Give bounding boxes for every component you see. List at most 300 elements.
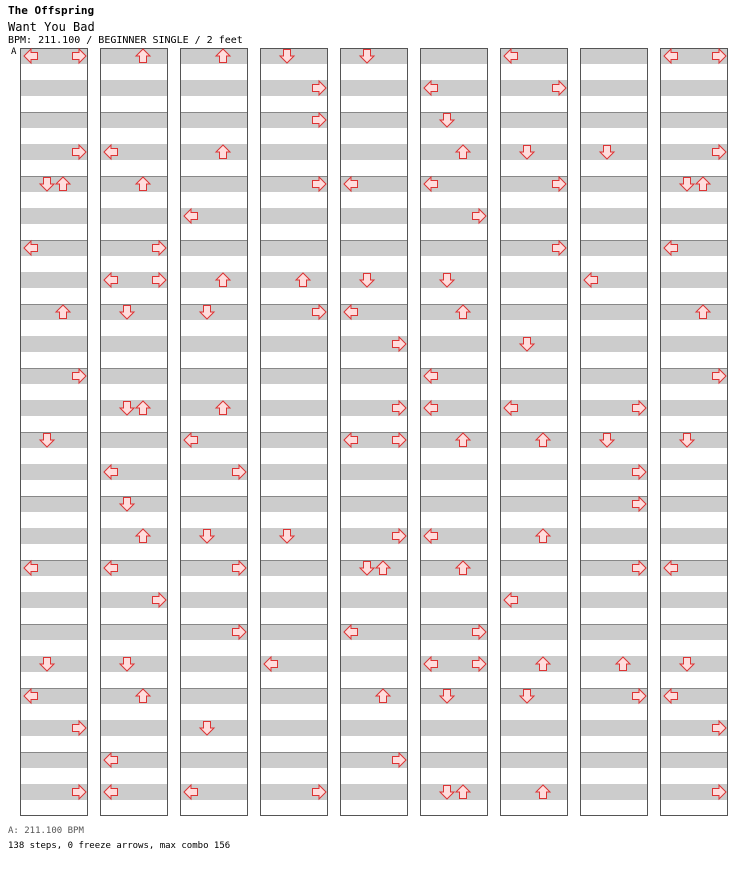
- column-border: [581, 49, 648, 816]
- beat-stripe: [580, 336, 648, 352]
- beat-stripe: [20, 592, 88, 608]
- beat-stripe: [500, 288, 568, 304]
- beat-stripe: [500, 704, 568, 720]
- up-arrow-icon: [456, 145, 470, 159]
- beat-stripe: [260, 576, 328, 592]
- beat-stripe: [660, 192, 728, 208]
- beat-stripe: [100, 448, 168, 464]
- beat-stripe: [500, 128, 568, 144]
- beat-stripe: [20, 704, 88, 720]
- beat-stripe: [420, 432, 488, 448]
- beat-stripe: [580, 448, 648, 464]
- beat-stripe: [20, 752, 88, 768]
- beat-stripe: [100, 64, 168, 80]
- beat-stripe: [420, 704, 488, 720]
- beat-stripe: [180, 240, 248, 256]
- beat-stripe: [420, 480, 488, 496]
- beat-stripe: [580, 192, 648, 208]
- down-arrow-icon: [40, 178, 54, 192]
- beat-stripe: [500, 624, 568, 640]
- right-arrow-icon: [393, 401, 407, 415]
- chart-column: [20, 48, 88, 816]
- beat-stripe: [100, 304, 168, 320]
- beat-stripe: [420, 272, 488, 288]
- beat-stripe: [660, 576, 728, 592]
- chart-column: [340, 48, 408, 816]
- beat-stripe: [340, 592, 408, 608]
- beat-stripe: [500, 256, 568, 272]
- beat-stripe: [100, 752, 168, 768]
- beat-stripe: [20, 256, 88, 272]
- beat-stripe: [420, 288, 488, 304]
- beat-stripe: [500, 240, 568, 256]
- beat-stripe: [420, 768, 488, 784]
- beat-stripe: [180, 80, 248, 96]
- beat-stripe: [260, 256, 328, 272]
- up-arrow-icon: [216, 273, 230, 287]
- beat-stripe: [420, 800, 488, 816]
- beat-stripe: [420, 400, 488, 416]
- chart-column: [100, 48, 168, 816]
- beat-stripe: [420, 512, 488, 528]
- beat-stripe: [660, 448, 728, 464]
- right-arrow-icon: [633, 689, 647, 703]
- beat-stripe: [580, 432, 648, 448]
- beat-stripe: [580, 368, 648, 384]
- left-arrow-icon: [424, 177, 438, 191]
- beat-stripe: [420, 192, 488, 208]
- beat-stripe: [260, 400, 328, 416]
- right-arrow-icon: [553, 177, 567, 191]
- beat-stripe: [260, 64, 328, 80]
- left-arrow-icon: [584, 273, 598, 287]
- up-arrow-icon: [216, 49, 230, 63]
- up-arrow-icon: [376, 689, 390, 703]
- beat-stripe: [20, 720, 88, 736]
- left-arrow-icon: [344, 305, 358, 319]
- right-arrow-icon: [633, 561, 647, 575]
- beat-stripe: [180, 432, 248, 448]
- up-arrow-icon: [216, 401, 230, 415]
- beat-stripe: [20, 464, 88, 480]
- beat-stripe: [500, 320, 568, 336]
- beat-stripe: [100, 224, 168, 240]
- left-arrow-icon: [664, 561, 678, 575]
- down-arrow-icon: [680, 178, 694, 192]
- beat-stripe: [580, 640, 648, 656]
- beat-stripe: [260, 480, 328, 496]
- beat-stripe: [420, 304, 488, 320]
- beat-stripe: [100, 288, 168, 304]
- beat-stripe: [180, 672, 248, 688]
- beat-stripe: [260, 304, 328, 320]
- beat-stripe: [660, 128, 728, 144]
- up-arrow-icon: [136, 689, 150, 703]
- beat-stripe: [500, 768, 568, 784]
- right-arrow-icon: [473, 657, 487, 671]
- down-arrow-icon: [600, 434, 614, 448]
- beat-stripe: [100, 80, 168, 96]
- beat-stripe: [580, 704, 648, 720]
- right-arrow-icon: [713, 369, 727, 383]
- beat-stripe: [20, 304, 88, 320]
- beat-stripe: [180, 592, 248, 608]
- beat-stripe: [420, 336, 488, 352]
- beat-stripe: [180, 176, 248, 192]
- beat-stripe: [180, 704, 248, 720]
- beat-stripe: [100, 96, 168, 112]
- beat-stripe: [340, 416, 408, 432]
- beat-stripe: [660, 592, 728, 608]
- beat-stripe: [580, 288, 648, 304]
- beat-stripe: [260, 672, 328, 688]
- beat-stripe: [340, 784, 408, 800]
- beat-stripe: [420, 256, 488, 272]
- beat-stripe: [20, 80, 88, 96]
- right-arrow-icon: [313, 81, 327, 95]
- beat-stripe: [420, 688, 488, 704]
- beat-stripe: [100, 352, 168, 368]
- right-arrow-icon: [73, 369, 87, 383]
- beat-stripe: [580, 224, 648, 240]
- beat-stripe: [180, 224, 248, 240]
- beat-stripe: [660, 48, 728, 64]
- beat-stripe: [500, 752, 568, 768]
- down-arrow-icon: [360, 562, 374, 576]
- beat-stripe: [20, 272, 88, 288]
- beat-stripe: [340, 512, 408, 528]
- beat-stripe: [180, 720, 248, 736]
- beat-stripe: [340, 160, 408, 176]
- beat-stripe: [500, 352, 568, 368]
- beat-stripe: [500, 640, 568, 656]
- up-arrow-icon: [696, 177, 710, 191]
- beat-stripe: [340, 96, 408, 112]
- beat-stripe: [420, 624, 488, 640]
- beat-stripe: [260, 432, 328, 448]
- left-arrow-icon: [424, 81, 438, 95]
- left-arrow-icon: [344, 625, 358, 639]
- beat-stripe: [580, 256, 648, 272]
- down-arrow-icon: [120, 402, 134, 416]
- up-arrow-icon: [216, 145, 230, 159]
- beat-stripe: [580, 320, 648, 336]
- beat-stripe: [100, 368, 168, 384]
- beat-stripe: [260, 752, 328, 768]
- beat-stripe: [580, 96, 648, 112]
- beat-stripe: [660, 784, 728, 800]
- beat-stripe: [580, 544, 648, 560]
- beat-stripe: [20, 560, 88, 576]
- beat-stripe: [420, 752, 488, 768]
- beat-stripe: [260, 176, 328, 192]
- beat-stripe: [100, 112, 168, 128]
- right-arrow-icon: [313, 305, 327, 319]
- beat-stripe: [420, 464, 488, 480]
- beat-stripe: [340, 528, 408, 544]
- beat-stripe: [420, 656, 488, 672]
- beat-stripe: [580, 560, 648, 576]
- beat-stripe: [100, 784, 168, 800]
- beat-stripe: [100, 464, 168, 480]
- beat-stripe: [420, 576, 488, 592]
- beat-stripe: [500, 176, 568, 192]
- beat-stripe: [660, 336, 728, 352]
- beat-stripe: [340, 304, 408, 320]
- beat-stripe: [20, 160, 88, 176]
- beat-stripe: [180, 288, 248, 304]
- beat-stripe: [660, 432, 728, 448]
- beat-stripe: [20, 352, 88, 368]
- beat-stripe: [260, 560, 328, 576]
- bpm-legend: A: 211.100 BPM: [8, 826, 84, 836]
- beat-stripe: [180, 320, 248, 336]
- beat-stripe: [660, 80, 728, 96]
- beat-stripe: [580, 736, 648, 752]
- chart-column: [180, 48, 248, 816]
- beat-stripe: [340, 256, 408, 272]
- beat-stripe: [340, 656, 408, 672]
- beat-stripe: [420, 128, 488, 144]
- beat-stripe: [340, 672, 408, 688]
- right-arrow-icon: [73, 785, 87, 799]
- beat-stripe: [180, 640, 248, 656]
- beat-stripe: [100, 128, 168, 144]
- beat-stripe: [180, 784, 248, 800]
- left-arrow-icon: [504, 49, 518, 63]
- beat-stripe: [100, 560, 168, 576]
- beat-stripe: [20, 608, 88, 624]
- chart-column: [500, 48, 568, 816]
- beat-stripe: [340, 64, 408, 80]
- beat-stripe: [500, 96, 568, 112]
- beat-stripe: [20, 64, 88, 80]
- beat-stripe: [100, 256, 168, 272]
- beat-stripe: [20, 336, 88, 352]
- beat-stripe: [340, 400, 408, 416]
- beat-stripe: [260, 608, 328, 624]
- beat-stripe: [580, 528, 648, 544]
- beat-stripe: [20, 512, 88, 528]
- beat-stripe: [20, 208, 88, 224]
- beat-stripe: [580, 768, 648, 784]
- beat-stripe: [660, 256, 728, 272]
- beat-stripe: [580, 752, 648, 768]
- chart-column: [660, 48, 728, 816]
- down-arrow-icon: [200, 722, 214, 736]
- beat-stripe: [260, 288, 328, 304]
- right-arrow-icon: [153, 273, 167, 287]
- beat-stripe: [580, 64, 648, 80]
- beat-stripe: [660, 736, 728, 752]
- beat-stripe: [340, 192, 408, 208]
- beat-stripe: [580, 352, 648, 368]
- beat-stripe: [260, 384, 328, 400]
- beat-stripe: [660, 272, 728, 288]
- beat-stripe: [500, 416, 568, 432]
- up-arrow-icon: [136, 529, 150, 543]
- beat-stripe: [100, 576, 168, 592]
- beat-stripe: [100, 640, 168, 656]
- beat-stripe: [180, 352, 248, 368]
- left-arrow-icon: [104, 561, 118, 575]
- left-arrow-icon: [104, 753, 118, 767]
- beat-stripe: [500, 112, 568, 128]
- column-border: [421, 49, 488, 816]
- beat-stripe: [660, 560, 728, 576]
- beat-stripe: [260, 448, 328, 464]
- left-arrow-icon: [104, 465, 118, 479]
- beat-stripe: [660, 768, 728, 784]
- beat-stripe: [500, 208, 568, 224]
- up-arrow-icon: [56, 305, 70, 319]
- left-arrow-icon: [504, 593, 518, 607]
- down-arrow-icon: [600, 146, 614, 160]
- beat-stripe: [340, 480, 408, 496]
- beat-stripe: [340, 560, 408, 576]
- beat-stripe: [580, 576, 648, 592]
- beat-stripe: [500, 224, 568, 240]
- left-arrow-icon: [24, 561, 38, 575]
- beat-stripe: [340, 448, 408, 464]
- down-arrow-icon: [440, 274, 454, 288]
- beat-stripe: [660, 384, 728, 400]
- left-arrow-icon: [344, 177, 358, 191]
- beat-stripe: [20, 768, 88, 784]
- up-arrow-icon: [536, 433, 550, 447]
- right-arrow-icon: [553, 81, 567, 95]
- beat-stripe: [420, 736, 488, 752]
- beat-stripe: [260, 592, 328, 608]
- column-border: [21, 49, 88, 816]
- beat-stripe: [180, 304, 248, 320]
- beat-stripe: [260, 784, 328, 800]
- beat-stripe: [20, 368, 88, 384]
- beat-stripe: [260, 160, 328, 176]
- left-arrow-icon: [184, 785, 198, 799]
- beat-stripe: [420, 144, 488, 160]
- beat-stripe: [340, 496, 408, 512]
- beat-stripe: [180, 48, 248, 64]
- beat-stripe: [660, 672, 728, 688]
- right-arrow-icon: [713, 49, 727, 63]
- beat-stripe: [100, 320, 168, 336]
- beat-stripe: [180, 128, 248, 144]
- beat-stripe: [260, 464, 328, 480]
- beat-stripe: [180, 256, 248, 272]
- beat-stripe: [660, 160, 728, 176]
- beat-stripe: [580, 800, 648, 816]
- beat-stripe: [420, 64, 488, 80]
- beat-stripe: [260, 736, 328, 752]
- beat-stripe: [580, 128, 648, 144]
- beat-stripe: [420, 384, 488, 400]
- left-arrow-icon: [664, 689, 678, 703]
- beat-stripe: [100, 592, 168, 608]
- column-border: [661, 49, 728, 816]
- beat-stripe: [100, 672, 168, 688]
- beat-stripe: [100, 736, 168, 752]
- step-stats: 138 steps, 0 freeze arrows, max combo 156: [8, 841, 231, 851]
- beat-stripe: [580, 176, 648, 192]
- beat-stripe: [340, 208, 408, 224]
- beat-stripe: [260, 416, 328, 432]
- beat-stripe: [20, 192, 88, 208]
- beat-stripe: [340, 112, 408, 128]
- beat-stripe: [180, 208, 248, 224]
- beat-stripe: [100, 528, 168, 544]
- beat-stripe: [260, 240, 328, 256]
- beat-stripe: [340, 624, 408, 640]
- beat-stripe: [660, 624, 728, 640]
- left-arrow-icon: [184, 433, 198, 447]
- song-artist: The Offspring: [8, 4, 95, 17]
- beat-stripe: [660, 288, 728, 304]
- up-arrow-icon: [376, 561, 390, 575]
- right-arrow-icon: [713, 145, 727, 159]
- beat-stripe: [260, 704, 328, 720]
- beat-stripe: [180, 752, 248, 768]
- down-arrow-icon: [40, 658, 54, 672]
- beat-stripe: [500, 528, 568, 544]
- beat-stripe: [420, 528, 488, 544]
- beat-stripe: [580, 80, 648, 96]
- beat-stripe: [20, 400, 88, 416]
- beat-stripe: [660, 688, 728, 704]
- beat-stripe: [100, 144, 168, 160]
- beat-stripe: [100, 608, 168, 624]
- beat-stripe: [500, 656, 568, 672]
- beat-stripe: [500, 560, 568, 576]
- beat-stripe: [420, 176, 488, 192]
- up-arrow-icon: [136, 177, 150, 191]
- left-arrow-icon: [424, 529, 438, 543]
- left-arrow-icon: [664, 49, 678, 63]
- beat-stripe: [100, 208, 168, 224]
- left-arrow-icon: [504, 401, 518, 415]
- beat-stripe: [580, 592, 648, 608]
- column-border: [181, 49, 248, 816]
- down-arrow-icon: [200, 530, 214, 544]
- right-arrow-icon: [473, 209, 487, 223]
- beat-stripe: [340, 272, 408, 288]
- beat-stripe: [580, 512, 648, 528]
- right-arrow-icon: [313, 177, 327, 191]
- right-arrow-icon: [233, 465, 247, 479]
- beat-stripe: [340, 688, 408, 704]
- beat-stripe: [260, 96, 328, 112]
- beat-stripe: [660, 544, 728, 560]
- beat-stripe: [580, 496, 648, 512]
- beat-stripe: [340, 224, 408, 240]
- beat-stripe: [100, 624, 168, 640]
- beat-stripe: [340, 464, 408, 480]
- down-arrow-icon: [40, 434, 54, 448]
- beat-stripe: [580, 144, 648, 160]
- left-arrow-icon: [24, 49, 38, 63]
- beat-stripe: [180, 608, 248, 624]
- beat-stripe: [660, 400, 728, 416]
- beat-stripe: [340, 144, 408, 160]
- beat-stripe: [580, 208, 648, 224]
- beat-stripe: [500, 64, 568, 80]
- left-arrow-icon: [24, 689, 38, 703]
- beat-stripe: [660, 656, 728, 672]
- bpm-marker-line: [20, 49, 88, 50]
- beat-stripe: [100, 192, 168, 208]
- beat-stripe: [180, 96, 248, 112]
- beat-stripe: [420, 608, 488, 624]
